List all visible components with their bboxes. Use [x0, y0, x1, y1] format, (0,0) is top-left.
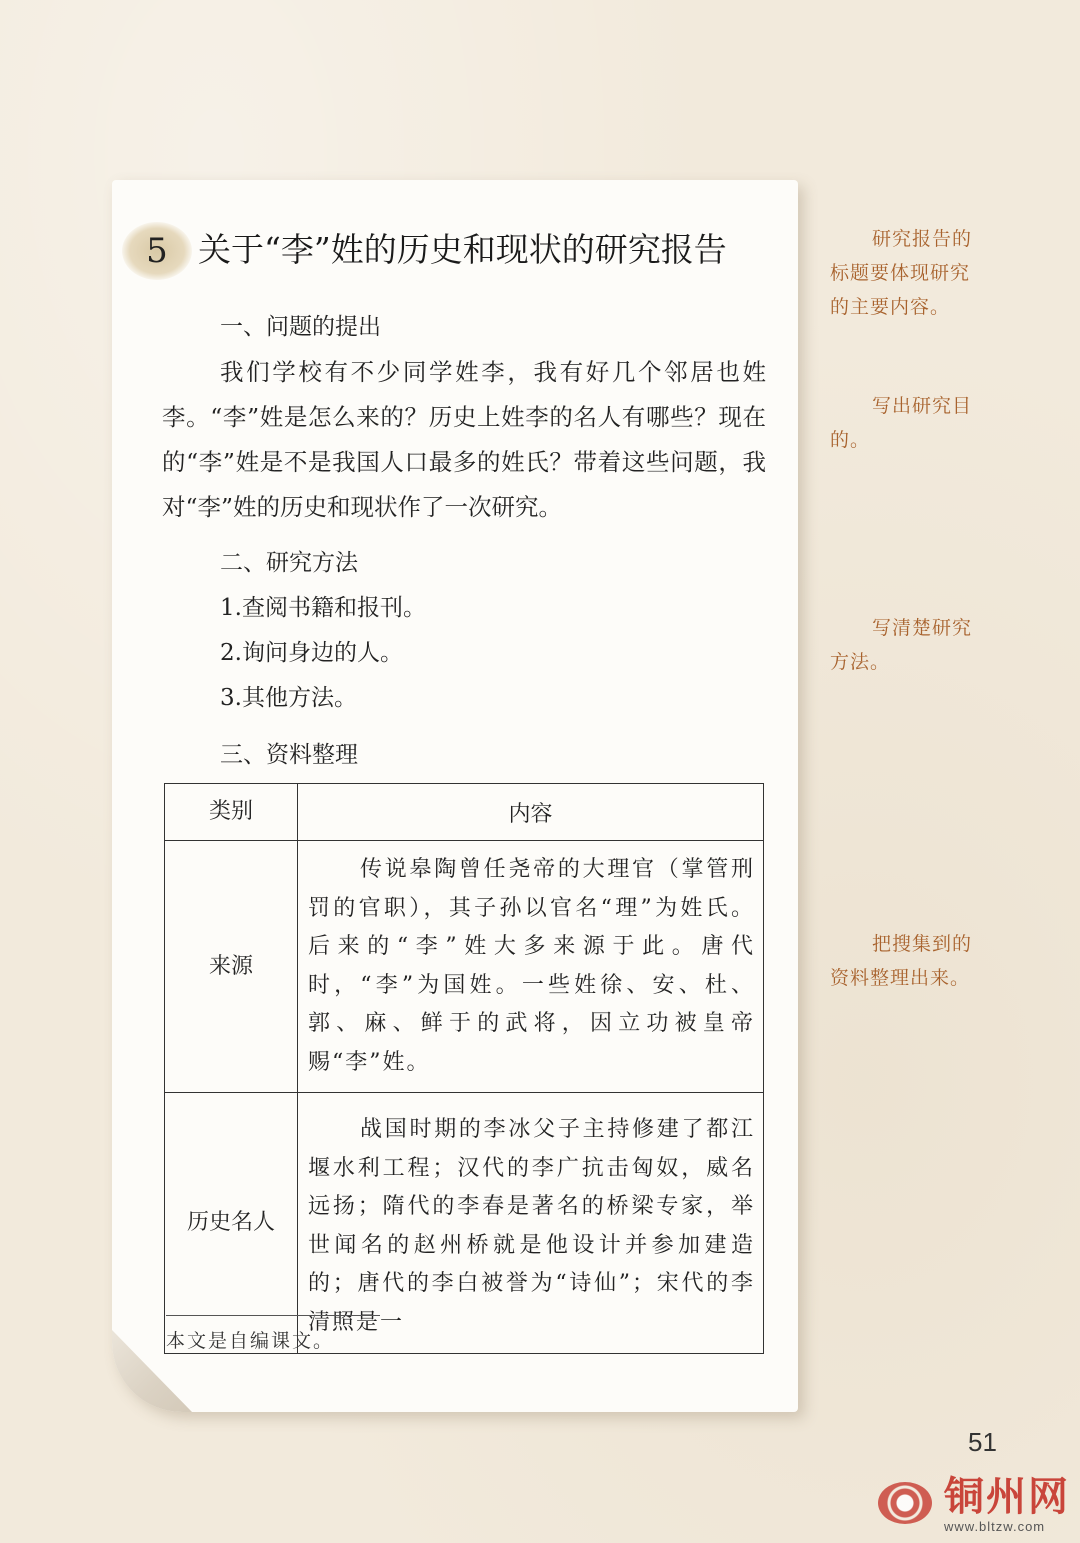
section-heading-method: 二、研究方法 — [220, 550, 358, 576]
side-note: 写出研究目的。 — [830, 395, 973, 451]
table-header-category: 类别 — [165, 784, 298, 841]
method-item: 1.查阅书籍和报刊。 — [220, 595, 426, 621]
table-cell-category: 来源 — [165, 841, 298, 1093]
method-item: 3.其他方法。 — [220, 685, 357, 711]
watermark-site-name: 铜州网 — [944, 1473, 1070, 1520]
table-header-content: 内容 — [298, 784, 764, 841]
section-heading-data: 三、资料整理 — [220, 742, 358, 768]
side-note: 研究报告的标题要体现研究的主要内容。 — [830, 228, 973, 318]
table-cell-category: 历史名人 — [165, 1093, 298, 1354]
footnote: 本文是自编课文。 — [166, 1330, 335, 1352]
side-note: 把搜集到的资料整理出来。 — [830, 933, 973, 989]
section-heading-problem: 一、问题的提出 — [220, 314, 381, 340]
table-header-row — [165, 784, 764, 841]
table-cell-content: 传说皋陶曾任尧帝的大理官（掌管刑罚的官职），其子孙以官名“理”为姓氏。后来的“李”姓大多来源于此。唐代时，“李”为国姓。一些姓徐、安、杜、郭、麻、鲜于的武将，因立功被皇帝赐“李”姓。 — [298, 841, 764, 1093]
watermark-logo-icon — [878, 1482, 932, 1524]
side-note: 写清楚研究方法。 — [830, 617, 973, 673]
table-row — [165, 841, 764, 1093]
page-number: 51 — [968, 1427, 997, 1457]
watermark-url: www.bltzw.com — [944, 1519, 1046, 1534]
table-cell-content: 战国时期的李冰父子主持修建了都江堰水利工程；汉代的李广抗击匈奴，威名远扬；隋代的李春是著名的桥梁专家，举世闻名的赵州桥就是他设计并参加建造的；唐代的李白被誉为“诗仙”；宋代的李清照是一 — [298, 1093, 764, 1354]
lesson-title: 关于“李”姓的历史和现状的研究报告 — [198, 230, 727, 269]
data-table — [164, 783, 764, 1354]
lesson-number: 5 — [122, 222, 192, 280]
method-item: 2.询问身边的人。 — [220, 640, 403, 666]
footnote-divider — [166, 1315, 380, 1316]
problem-paragraph: 我们学校有不少同学姓李，我有好几个邻居也姓李。“李”姓是怎么来的？历史上姓李的名人有哪些？现在的“李”姓是不是我国人口最多的姓氏？带着这些问题，我对“李”姓的历史和现状作了一次研究。 — [162, 358, 766, 521]
